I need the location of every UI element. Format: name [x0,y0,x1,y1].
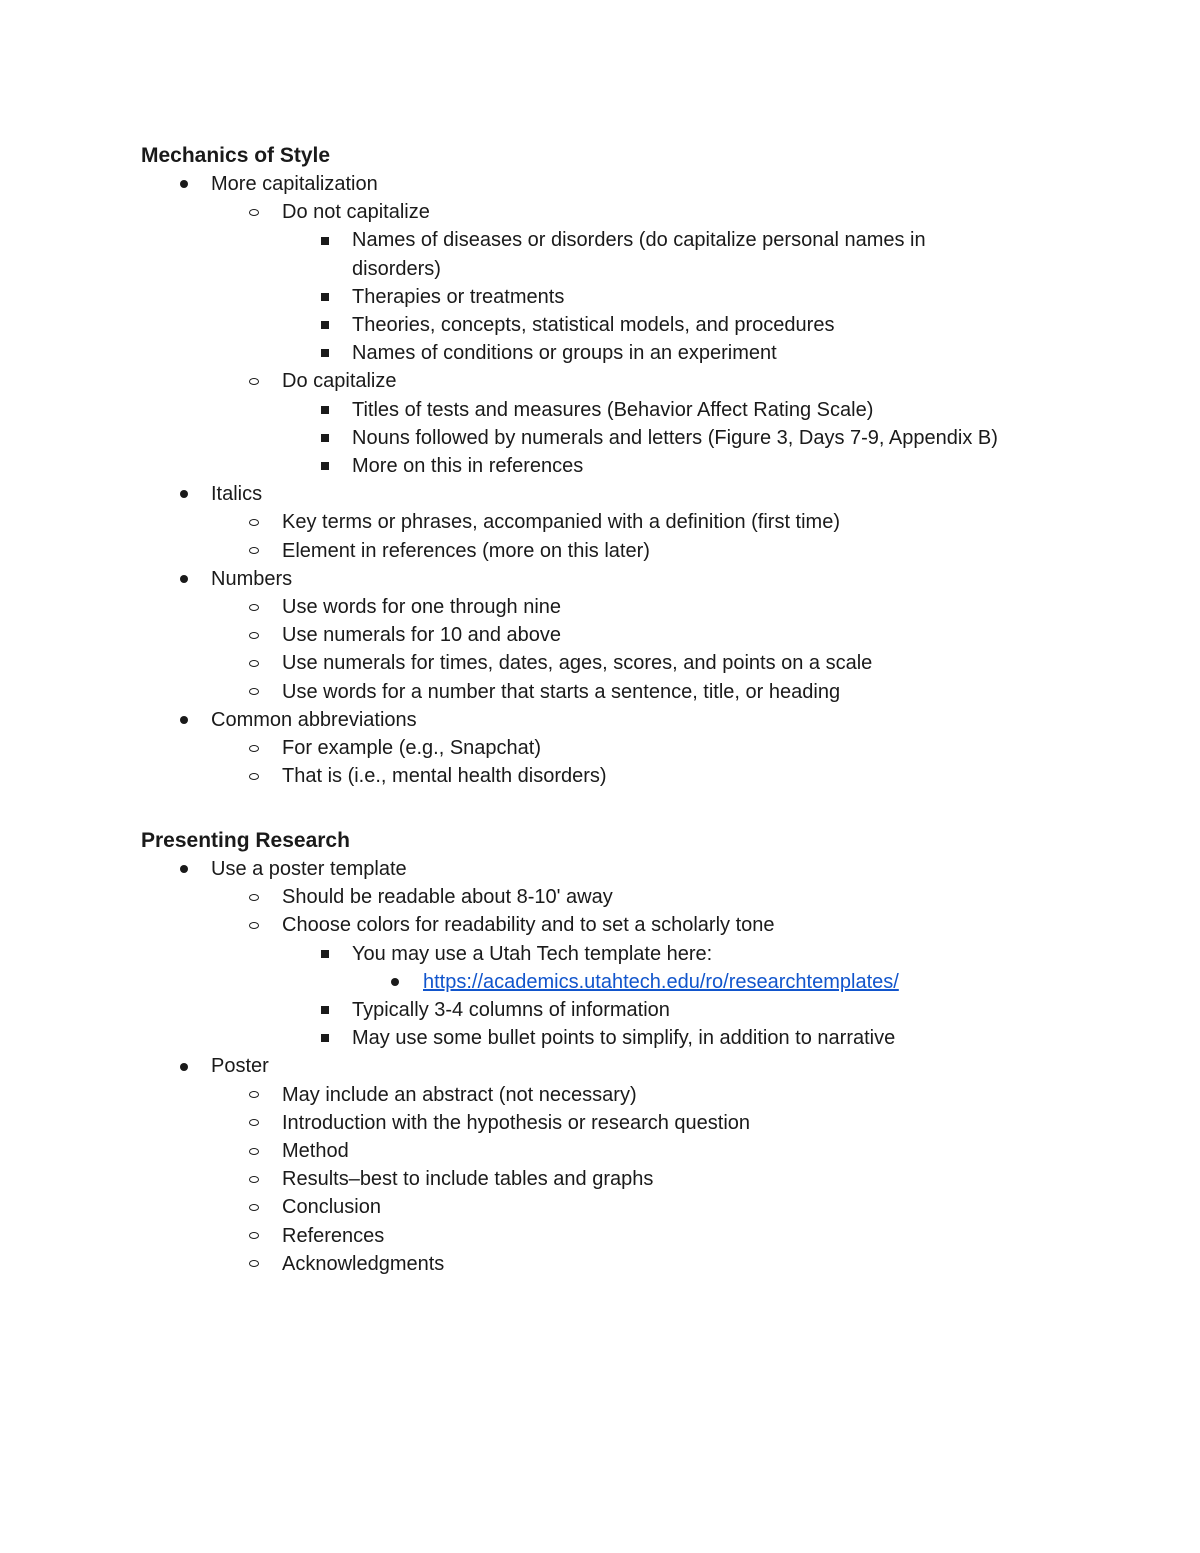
list-item: Key terms or phrases, accompanied with a definition (first time) [141,508,1121,536]
bullet-dot-icon [177,706,191,734]
list-item [141,968,1121,996]
bullet-circle-icon [247,508,261,536]
bullet-square-icon [318,940,332,968]
bullet-circle-icon [247,593,261,621]
bullet-circle-icon [247,911,261,939]
list-item: Use a poster template [141,855,1121,883]
list-item: Should be readable about 8-10' away [141,883,1121,911]
bullet-circle-icon [247,649,261,677]
bullet-circle-icon [247,1193,261,1221]
list-item: That is (i.e., mental health disorders) [141,762,1121,790]
bullet-circle-icon [247,1081,261,1109]
bullet-square-icon [318,396,332,424]
list-item: Titles of tests and measures (Behavior Affect Rating Scale) [141,396,1121,424]
list-item: Names of diseases or disorders (do capitalize personal names in disorders) [141,226,1121,282]
list-item: You may use a Utah Tech template here: [141,940,1121,968]
list-item: May use some bullet points to simplify, in addition to narrative [141,1024,1121,1052]
bullet-circle-icon [247,367,261,395]
bullet-square-icon [318,424,332,452]
bullet-circle-icon [247,1250,261,1278]
bullet-square-icon [318,452,332,480]
research-templates-link[interactable]: https://academics.utahtech.edu/ro/researchtemplates/ [423,970,899,993]
bullet-square-icon [318,283,332,311]
bullet-square-icon [318,226,332,254]
list-item: Use words for a number that starts a sentence, title, or heading [141,678,1121,706]
bullet-dot-icon [177,565,191,593]
bullet-circle-icon [247,883,261,911]
bullet-circle-icon [247,198,261,226]
bullet-circle-icon [247,734,261,762]
bullet-circle-icon [247,1109,261,1137]
bullet-dot-icon [388,968,402,996]
list-item: More capitalization [141,170,1121,198]
bullet-circle-icon [247,1222,261,1250]
bullet-dot-icon [177,1052,191,1080]
list-item: Numbers [141,565,1121,593]
list-item: References [141,1222,1121,1250]
list-item: Conclusion [141,1193,1121,1221]
bullet-circle-icon [247,537,261,565]
bullet-circle-icon [247,1165,261,1193]
list-item: Therapies or treatments [141,283,1121,311]
bullet-dot-icon [177,855,191,883]
list-item: Typically 3-4 columns of information [141,996,1121,1024]
list-item: More on this in references [141,452,1121,480]
bullet-circle-icon [247,621,261,649]
bullet-square-icon [318,996,332,1024]
list-item: Theories, concepts, statistical models, and procedures [141,311,1121,339]
list-item: Use numerals for 10 and above [141,621,1121,649]
list-item: For example (e.g., Snapchat) [141,734,1121,762]
list-item: Do not capitalize [141,198,1121,226]
list-item: Poster [141,1052,1121,1080]
bullet-circle-icon [247,678,261,706]
bullet-circle-icon [247,762,261,790]
list-item: Names of conditions or groups in an experiment [141,339,1121,367]
section-heading: Presenting Research [141,829,350,852]
list-item: Choose colors for readability and to set a scholarly tone [141,911,1121,939]
bullet-circle-icon [247,1137,261,1165]
bullet-square-icon [318,311,332,339]
list-item: Do capitalize [141,367,1121,395]
list-item: Use numerals for times, dates, ages, scores, and points on a scale [141,649,1121,677]
section-mechanics-of-style [141,142,1121,790]
bullet-dot-icon [177,480,191,508]
list-item: Italics [141,480,1121,508]
list-item: Common abbreviations [141,706,1121,734]
list-item: Results–best to include tables and graphs [141,1165,1121,1193]
list-item: Acknowledgments [141,1250,1121,1278]
section-presenting-research [141,827,1121,1278]
list-item: Nouns followed by numerals and letters (Figure 3, Days 7-9, Appendix B) [141,424,1121,452]
bullet-dot-icon [177,170,191,198]
list-item: May include an abstract (not necessary) [141,1081,1121,1109]
list-item: Method [141,1137,1121,1165]
list-item: Element in references (more on this later) [141,537,1121,565]
list-item: Use words for one through nine [141,593,1121,621]
bullet-square-icon [318,1024,332,1052]
section-heading: Mechanics of Style [141,144,331,167]
bullet-square-icon [318,339,332,367]
list-item: Introduction with the hypothesis or research question [141,1109,1121,1137]
